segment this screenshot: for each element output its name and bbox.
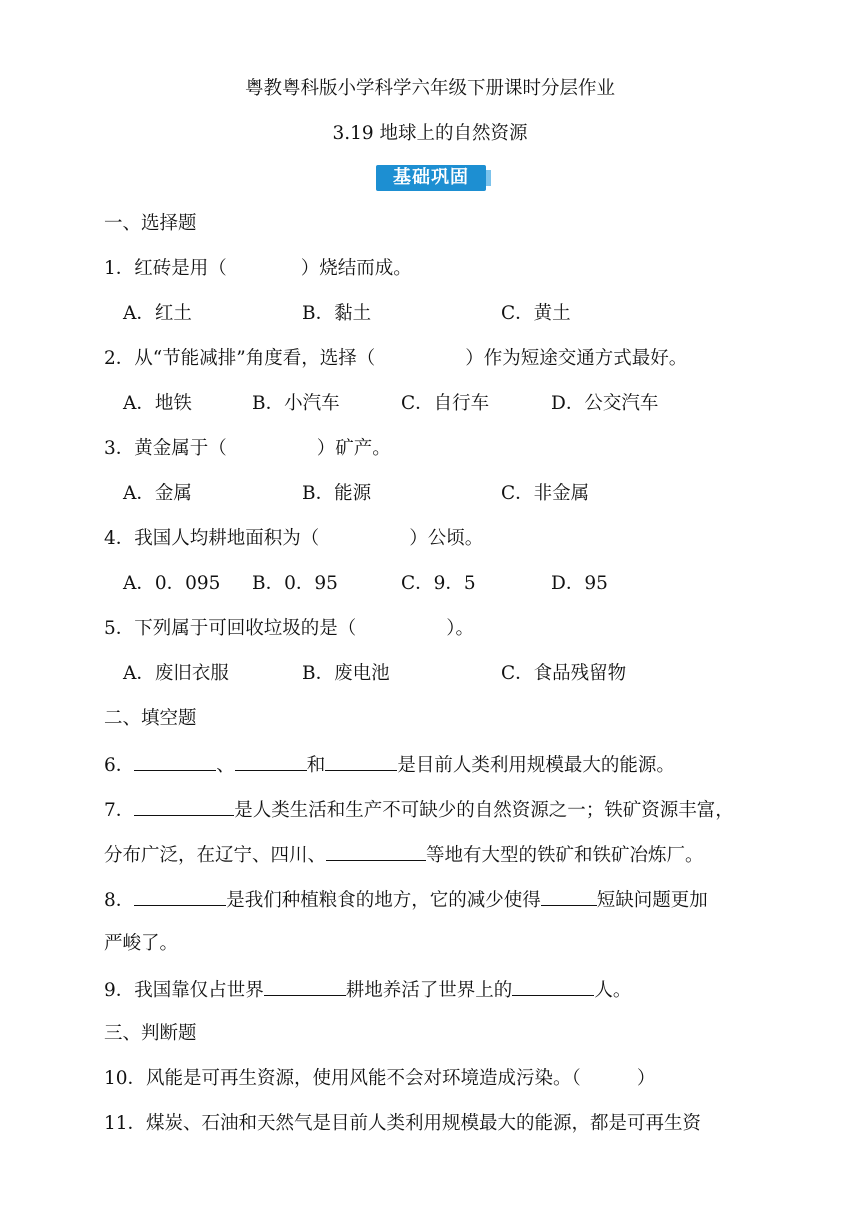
question-stem-tail: 等地有大型的铁矿和铁矿冶炼厂。 [426, 845, 704, 866]
lesson-title: 3.19 地球上的自然资源 [332, 123, 528, 144]
separator: 、 [216, 755, 235, 776]
question-7-line-2 [104, 842, 704, 866]
question-number: 9． [104, 980, 135, 1001]
question-11 [104, 1112, 701, 1136]
question-2 [104, 347, 687, 371]
question-stem: 下列属于可回收垃圾的是（ [134, 618, 357, 639]
question-stem-tail: 人。 [594, 980, 632, 1001]
option-b: B．废电池 [302, 663, 390, 684]
question-number: 7． [104, 800, 135, 821]
question-stem-tail: ）。 [446, 618, 475, 639]
option-a: A．金属 [123, 483, 192, 504]
question-stem-tail: ）作为短途交通方式最好。 [465, 348, 688, 369]
answer-blank[interactable] [326, 842, 426, 861]
option-a: A．0．095 [123, 573, 221, 594]
question-stem: 我国人均耕地面积为（ [134, 528, 320, 549]
question-stem-tail: ）矿产。 [316, 438, 391, 459]
question-stem-mid: 耕地养活了世界上的 [345, 980, 513, 1001]
question-stem-tail: ） [636, 1068, 656, 1089]
question-stem: 是目前人类利用规模最大的能源。 [397, 755, 675, 776]
question-stem: 分布广泛，在辽宁、四川、 [104, 845, 327, 866]
document-title: 粤教粤科版小学科学六年级下册课时分层作业 [244, 78, 615, 99]
question-stem: 黄金属于（ [134, 438, 227, 459]
question-number: 4． [104, 528, 135, 549]
question-8 [104, 887, 708, 911]
question-number: 10． [104, 1068, 147, 1089]
question-number: 3． [104, 438, 135, 459]
option-c: C．9．5 [401, 573, 476, 594]
question-1 [104, 257, 412, 281]
answer-blank[interactable] [264, 977, 346, 996]
option-a: A．废旧衣服 [123, 663, 229, 684]
question-number: 1． [104, 258, 135, 279]
option-a: A．红土 [123, 303, 192, 324]
question-9 [104, 977, 631, 1001]
section-heading-judge: 三、判断题 [104, 1023, 197, 1044]
question-number: 8． [104, 890, 135, 911]
question-3 [104, 437, 391, 461]
option-b: B．黏土 [302, 303, 372, 324]
question-stem-tail: ）烧结而成。 [300, 258, 412, 279]
question-stem: 是人类生活和生产不可缺少的自然资源之一；铁矿资源丰富， [234, 800, 734, 821]
option-c: C．自行车 [401, 393, 490, 414]
option-b: B．0．95 [252, 573, 338, 594]
question-7 [104, 797, 734, 821]
answer-blank[interactable] [235, 752, 307, 771]
question-number: 6． [104, 755, 135, 776]
section-badge: 基础巩固 [376, 165, 486, 191]
question-8-line-2: 严峻了。 [104, 933, 179, 954]
question-stem-tail: 短缺问题更加 [596, 890, 708, 911]
answer-blank[interactable] [134, 752, 216, 771]
option-b: B．能源 [302, 483, 372, 504]
question-4 [104, 527, 483, 551]
question-stem-tail: ）公顷。 [409, 528, 484, 549]
question-10 [104, 1067, 655, 1091]
option-d: D．公交汽车 [551, 393, 659, 414]
question-stem: 我国靠仅占世界 [134, 980, 264, 1001]
answer-blank[interactable] [541, 887, 597, 906]
option-c: C．食品残留物 [501, 663, 627, 684]
question-6 [104, 752, 675, 776]
question-stem: 是我们种植粮食的地方，它的减少使得 [226, 890, 541, 911]
section-heading-choice: 一、选择题 [104, 213, 197, 234]
option-d: D．95 [551, 573, 608, 594]
question-stem: 从“节能减排”角度看，选择（ [134, 348, 376, 369]
question-stem: 红砖是用（ [134, 258, 227, 279]
separator: 和 [306, 755, 326, 776]
question-number: 5． [104, 618, 135, 639]
question-5 [104, 617, 474, 641]
section-heading-fill: 二、填空题 [104, 708, 197, 729]
question-number: 2． [104, 348, 135, 369]
answer-blank[interactable] [134, 797, 234, 816]
option-b: B．小汽车 [252, 393, 340, 414]
answer-blank[interactable] [512, 977, 594, 996]
option-a: A．地铁 [123, 393, 192, 414]
option-c: C．黄土 [501, 303, 571, 324]
question-stem: 风能是可再生资源，使用风能不会对环境造成污染。（ [146, 1068, 581, 1089]
answer-blank[interactable] [134, 887, 226, 906]
answer-blank[interactable] [325, 752, 397, 771]
question-stem: 煤炭、石油和天然气是目前人类利用规模最大的能源，都是可再生资 [146, 1113, 702, 1134]
option-c: C．非金属 [501, 483, 590, 504]
question-number: 11． [104, 1113, 147, 1134]
